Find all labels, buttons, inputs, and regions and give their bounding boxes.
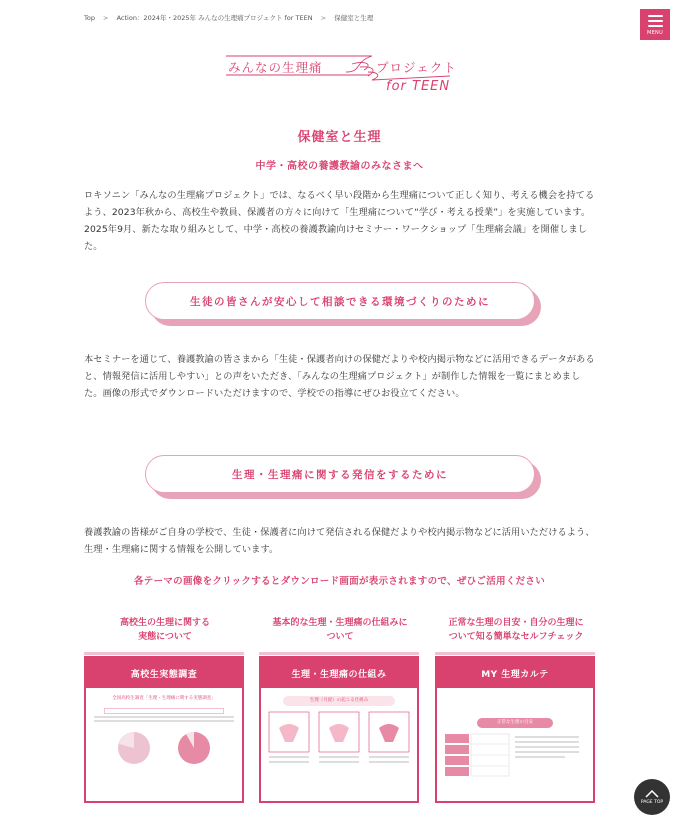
uterus-diagram-icon	[261, 710, 417, 770]
thumb-caption: 生理（月経）の起こる仕組み	[309, 698, 369, 703]
intro-paragraph: ロキソニン「みんなの生理痛プロジェクト」では、なるべく早い段階から生理痛について正しく知り、考える機会を持てるよう、2023年秋から、高校生や教員、保護者の方々に向けて「生理痛について“学び・考える授業”」を実施しています。2025年9月、新たな取り組みとして、中学・高校の養護教諭向けセミナー・ワークショップ「生理痛会議」を開催しました。	[84, 190, 595, 252]
page-subtitle: 中学・高校の養護教諭のみなさまへ	[255, 161, 424, 172]
logo-text-for-teen: for TEEN	[386, 79, 451, 94]
project-logo[interactable]	[222, 50, 462, 98]
card-title: 正常な生理の目安・自分の生理に ついて知る簡単なセルフチェック	[448, 618, 584, 642]
mechanism-download-image[interactable]	[259, 656, 419, 803]
page-top-label: PAGE TOP	[640, 799, 664, 805]
theme-card-mechanism	[259, 612, 421, 703]
thumb-caption: 正常な生理の目安	[497, 720, 533, 725]
seminar-paragraph: 本セミナーを通じて、養護教諭の皆さまから「生徒・保護者向けの保健だよりや校内掲示物などに活用できるデータがあると、情報発信に活用しやすい」との声をいただき、「みんなの生理痛プロジェクト」が制作した情報を一覧にまとめました。画像の形式でダウンロードいただけますので、学校での指導にぜひお役立てください。	[84, 354, 595, 399]
chevron-up-icon	[645, 790, 659, 798]
download-notice: 各テーマの画像をクリックするとダウンロード画面が表示されますので、ぜひご活用ください	[133, 576, 546, 587]
section-banner-label: 生理・生理痛に関する発信をするために	[145, 455, 535, 493]
breadcrumb-action-link[interactable]: Action：2024年・2025年 みんなの生理痛プロジェクト for TEEN	[116, 14, 313, 22]
section-banner-environment	[145, 282, 538, 324]
breadcrumb	[84, 13, 379, 22]
card-title: 高校生の生理に関する 実態について	[119, 618, 210, 642]
thumb-header: MY 生理カルテ	[437, 658, 593, 688]
logo-text-project: プロジェクト	[376, 60, 457, 75]
breadcrumb-top-link[interactable]: Top	[84, 14, 95, 22]
menu-button[interactable]	[640, 9, 670, 40]
survey-download-image[interactable]	[84, 656, 244, 803]
thumb-header: 生理・生理痛の仕組み	[261, 658, 417, 688]
survey-pie-charts-icon	[86, 724, 242, 774]
card-title: 基本的な生理・生理痛の仕組みに ついて	[272, 618, 408, 642]
section-banner-label: 生徒の皆さんが安心して相談できる環境づくりのために	[145, 282, 535, 320]
theme-card-survey	[84, 612, 246, 701]
page-top-button[interactable]	[634, 779, 670, 815]
page-title: 保健室と生理	[297, 130, 382, 145]
self-check-download-image[interactable]	[435, 656, 595, 803]
self-check-table-icon	[437, 732, 593, 780]
breadcrumb-current: 保健室と生理	[334, 14, 374, 22]
menu-label: MENU	[646, 30, 664, 36]
thumb-header: 高校生実態調査	[86, 658, 242, 688]
information-paragraph: 養護教諭の皆様がご自身の学校で、生徒・保護者に向けて発信される保健だよりや校内掲示物などに活用いただけるよう、生理・生理痛に関する情報を公開しています。	[84, 527, 595, 555]
thumb-caption: 全国高校生調査「生理・生理痛に関する実態調査」	[112, 696, 216, 701]
breadcrumb-separator: >	[103, 14, 109, 22]
theme-card-self-check	[435, 612, 597, 725]
breadcrumb-separator: >	[320, 14, 327, 22]
hamburger-icon	[648, 15, 663, 17]
logo-text-main: みんなの生理痛	[228, 60, 323, 75]
section-banner-information	[145, 455, 538, 497]
